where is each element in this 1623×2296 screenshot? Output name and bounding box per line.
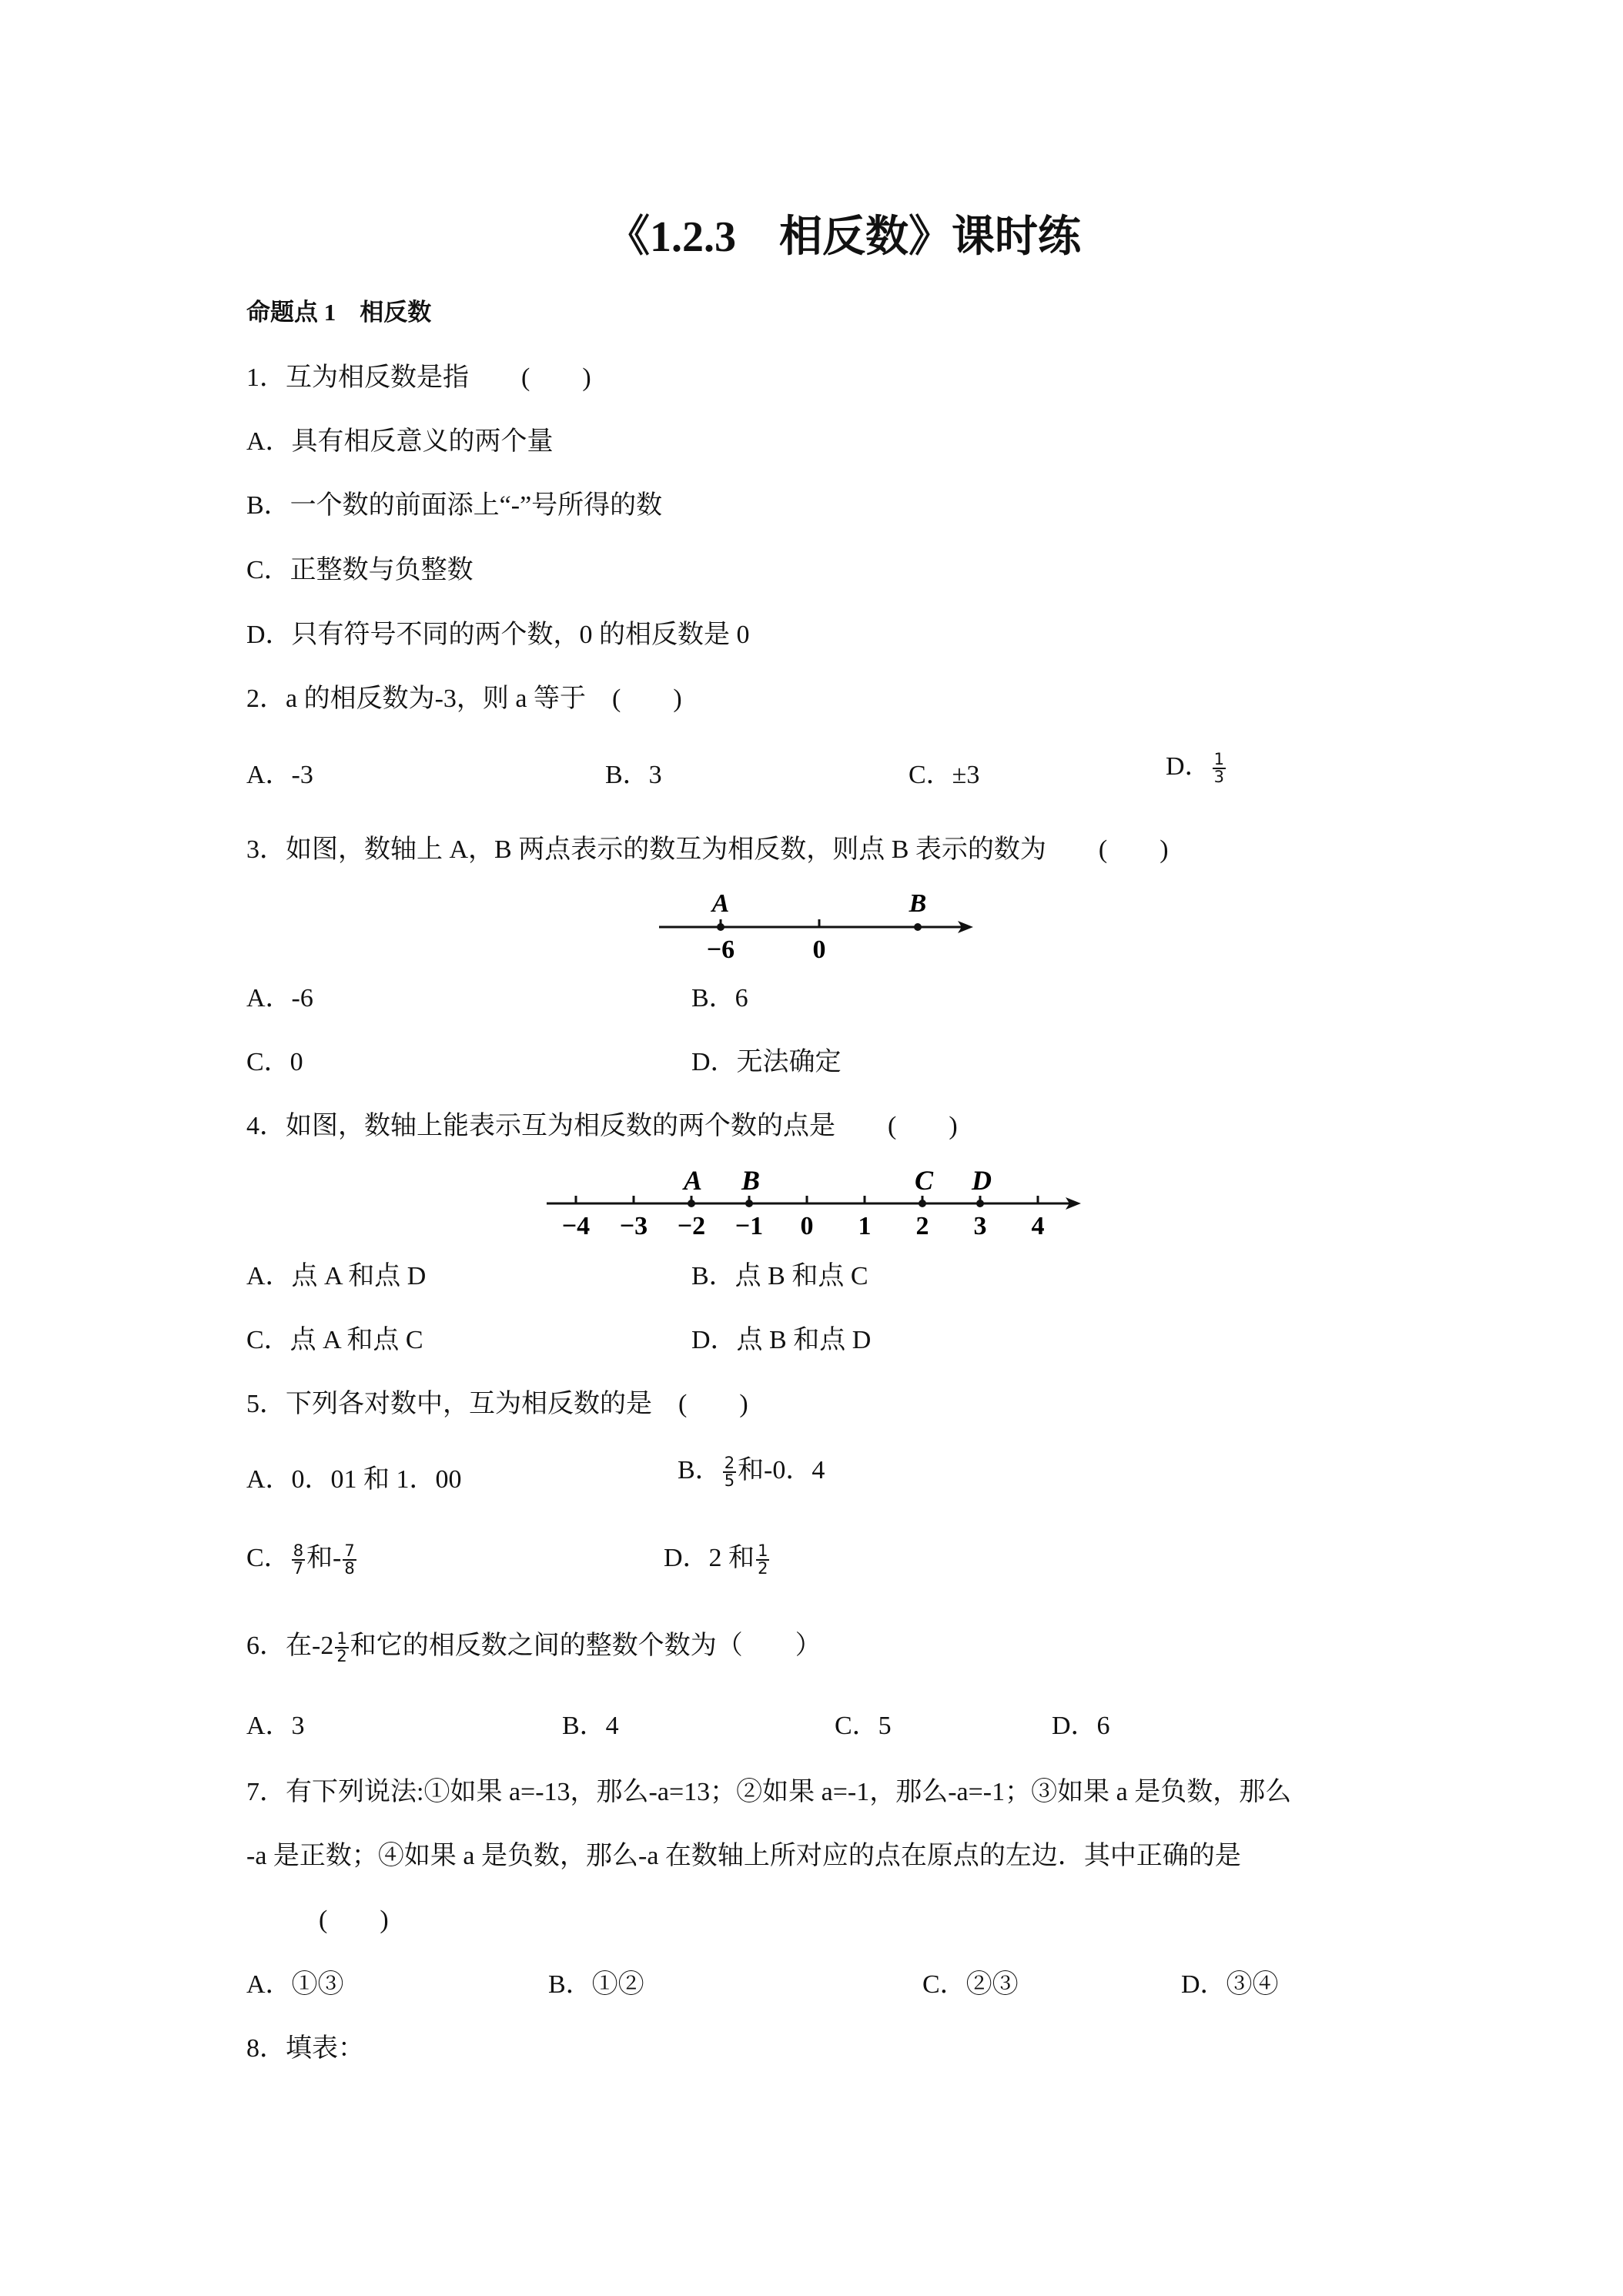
- question-stem: 5．下列各对数中，互为相反数的是 ( ): [246, 1390, 748, 1418]
- question-stem: 4．如图，数轴上能表示互为相反数的两个数的点是 ( ): [246, 1112, 958, 1140]
- option-a: A．3: [246, 1712, 305, 1740]
- option-b: B．6: [691, 984, 748, 1012]
- numerator: 8: [293, 1541, 304, 1560]
- option-prefix: D．2 和: [664, 1544, 755, 1573]
- option-a: A．-3: [246, 761, 313, 789]
- denominator: 2: [758, 1559, 768, 1578]
- option-c: C．5: [835, 1712, 892, 1740]
- number-line-figure: [647, 885, 986, 970]
- option-a: A．-6: [246, 984, 313, 1012]
- option-d: D．③④: [1181, 1970, 1279, 1999]
- page-title: 《1.2.3 相反数》课时练: [607, 213, 1081, 261]
- tick-label: −2: [677, 1212, 706, 1240]
- tick-label: −3: [619, 1212, 648, 1240]
- option-c: C．±3: [909, 761, 980, 789]
- point-a: [688, 1200, 695, 1207]
- tick-label: 0: [812, 935, 826, 964]
- question-stem: 3．如图，数轴上 A，B 两点表示的数互为相反数，则点 B 表示的数为 ( ): [246, 835, 1169, 864]
- point-c: [919, 1200, 926, 1207]
- tick-label: −4: [561, 1212, 591, 1240]
- numerator: 1: [1213, 750, 1224, 768]
- numerator: 1: [336, 1629, 347, 1648]
- option-connector: 和-: [306, 1544, 342, 1573]
- point-label: A: [711, 889, 730, 918]
- option-b: [678, 1455, 825, 1490]
- option-prefix: C．: [246, 1544, 290, 1573]
- option-d: D．无法确定: [691, 1048, 842, 1076]
- tick-label: −1: [735, 1212, 764, 1240]
- answer-bracket: ( ): [319, 1906, 389, 1934]
- option-suffix: 和-0．4: [738, 1456, 825, 1485]
- tick-label: 4: [1031, 1212, 1045, 1240]
- option-b: B．3: [605, 761, 662, 789]
- option-d: D．6: [1052, 1712, 1110, 1740]
- option-c: C．正整数与负整数: [246, 556, 474, 584]
- option-a: A．0．01 和 1．00: [246, 1465, 462, 1494]
- option-a: A．点 A 和点 D: [246, 1262, 427, 1290]
- point-group: [682, 1165, 992, 1207]
- option-b: B．①②: [548, 1970, 644, 1999]
- denominator: 3: [1213, 768, 1224, 787]
- denominator: 2: [336, 1647, 347, 1666]
- question-line: -a 是正数；④如果 a 是负数，那么-a 在数轴上所对应的点在原点的左边．其中正确的是: [246, 1842, 1241, 1870]
- question-stem: 1．互为相反数是指 ( ): [246, 363, 591, 392]
- fraction: [335, 1631, 348, 1665]
- option-b: B．点 B 和点 C: [691, 1262, 868, 1290]
- denominator: 8: [344, 1559, 355, 1578]
- point-label: B: [909, 889, 927, 918]
- option-d: D．点 B 和点 D: [691, 1326, 872, 1354]
- tick-label: 0: [800, 1212, 814, 1240]
- question-stem: [246, 1631, 822, 1665]
- option-c: C．0: [246, 1048, 303, 1076]
- tick-label: 1: [858, 1212, 872, 1240]
- option-b: B．4: [562, 1712, 619, 1740]
- point-b: [745, 1200, 753, 1207]
- numerator: 1: [758, 1541, 768, 1560]
- option-b: B．一个数的前面添上“-”号所得的数: [246, 491, 663, 520]
- numerator: 2: [724, 1454, 735, 1472]
- fraction: [756, 1543, 769, 1578]
- question-stem: 8．填表：: [246, 2034, 364, 2063]
- option-c: C．点 A 和点 C: [246, 1326, 423, 1354]
- question-line: 7．有下列说法:①如果 a=-13，那么-a=13；②如果 a=-1，那么-a=-1；③如果 a 是负数，那么: [246, 1778, 1292, 1806]
- point-label: A: [683, 1165, 703, 1196]
- tick-label: 2: [915, 1212, 929, 1240]
- point-label: C: [914, 1165, 934, 1196]
- stem-prefix: 6．在-2: [246, 1632, 334, 1661]
- option-c: [246, 1543, 358, 1578]
- fraction: [343, 1543, 356, 1578]
- section-heading: 命题点 1 相反数: [246, 299, 432, 326]
- tick-label: −6: [706, 935, 735, 964]
- number-line-figure: [539, 1159, 1093, 1251]
- option-prefix: B．: [678, 1456, 721, 1485]
- option-d: D．只有符号不同的两个数，0 的相反数是 0: [246, 621, 750, 649]
- point-label: D: [972, 1165, 992, 1196]
- denominator: 7: [293, 1559, 304, 1578]
- point-d: [976, 1200, 984, 1207]
- tick-label: 3: [973, 1212, 987, 1240]
- option-c: C．②③: [922, 1970, 1019, 1999]
- fraction: [723, 1455, 736, 1490]
- option-d: [664, 1543, 771, 1578]
- stem-suffix: 和它的相反数之间的整数个数为（ ）: [350, 1632, 822, 1661]
- point-label: B: [741, 1165, 761, 1196]
- fraction: [1213, 751, 1226, 786]
- option-d: [1166, 751, 1227, 786]
- option-a: A．具有相反意义的两个量: [246, 427, 554, 456]
- point-b: [914, 923, 922, 931]
- denominator: 5: [724, 1471, 735, 1491]
- option-a: A．①③: [246, 1970, 344, 1999]
- fraction: [292, 1543, 305, 1578]
- numerator: 7: [344, 1541, 355, 1560]
- question-stem: 2．a 的相反数为-3，则 a 等于 ( ): [246, 684, 682, 713]
- point-a: [717, 923, 724, 931]
- option-prefix: D．: [1166, 752, 1211, 782]
